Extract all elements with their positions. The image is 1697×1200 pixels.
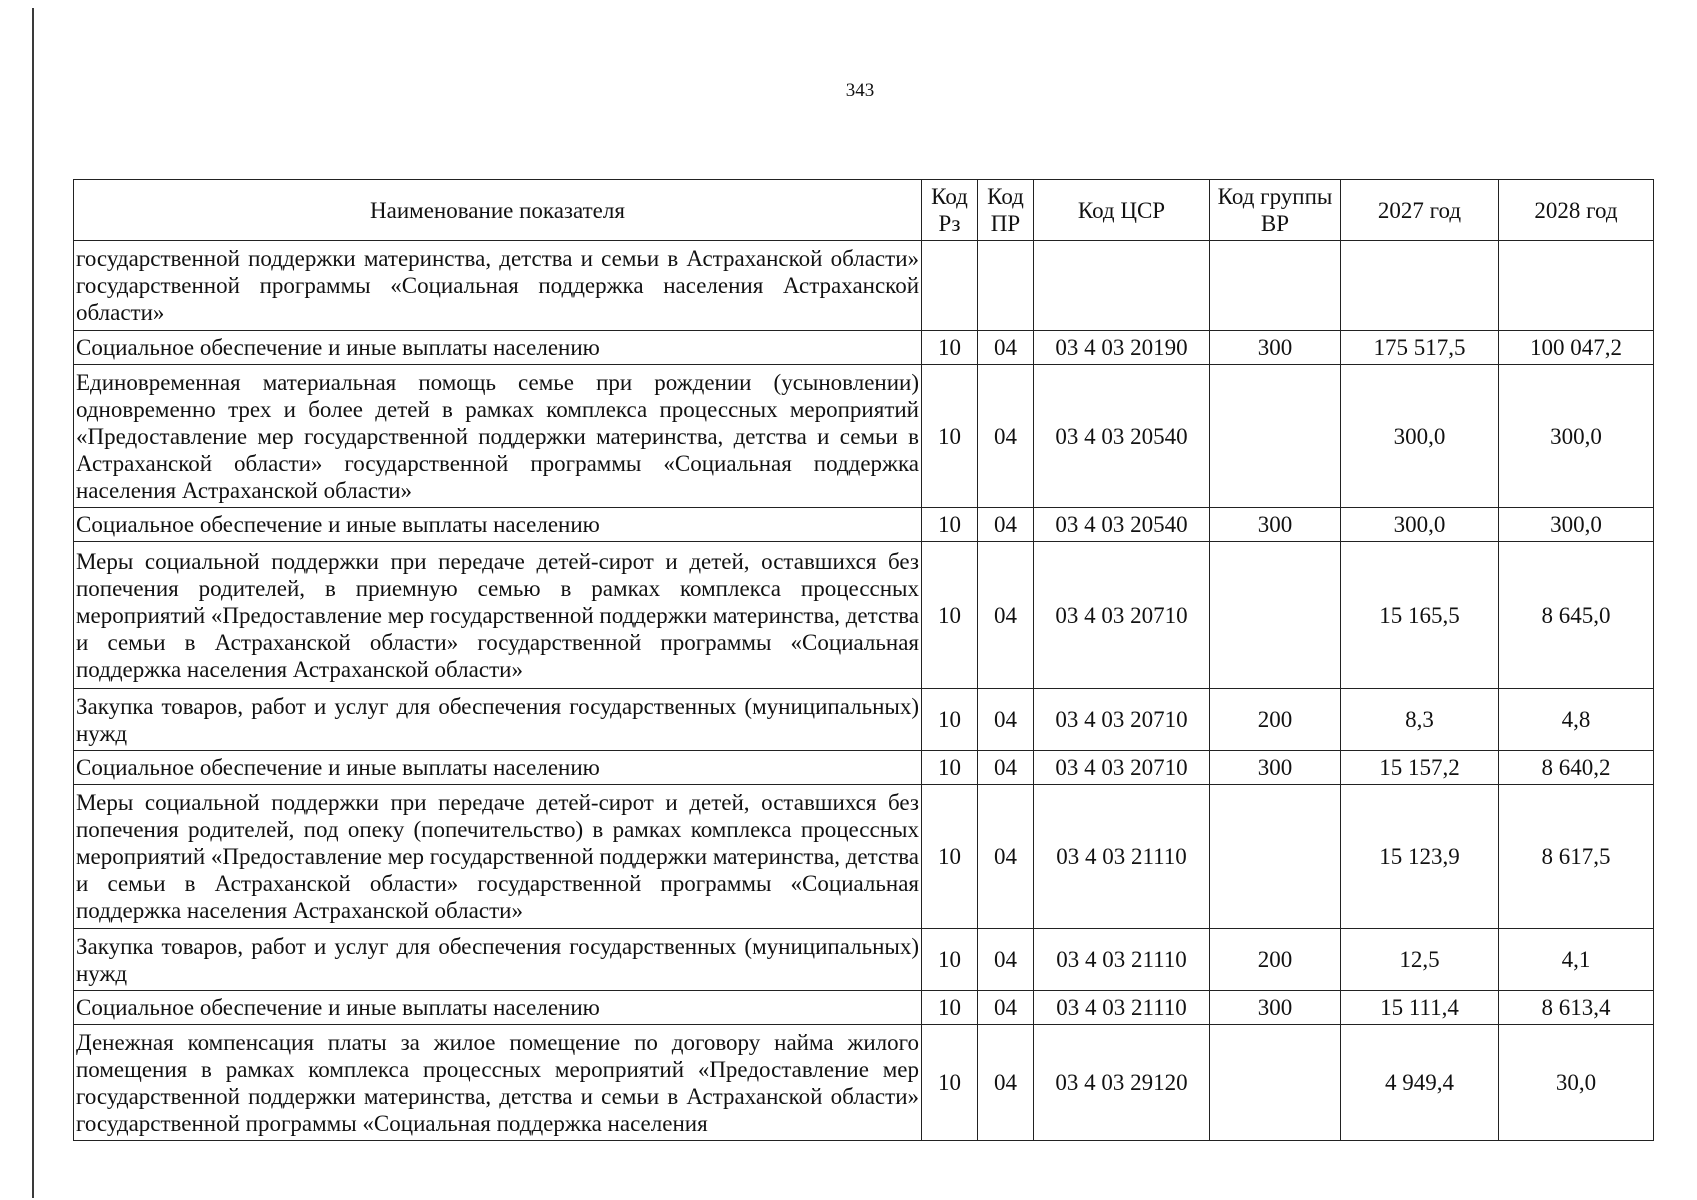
table-row <box>74 331 1654 365</box>
header-csr: Код ЦСР <box>1034 180 1210 241</box>
cell-2027: 15 165,5 <box>1341 542 1499 689</box>
cell-rz: 10 <box>922 751 978 785</box>
cell-rz: 10 <box>922 991 978 1025</box>
cell-csr: 03 4 03 20540 <box>1034 508 1210 542</box>
cell-vr: 300 <box>1210 751 1341 785</box>
cell-name: Закупка товаров, работ и услуг для обеспечения государственных (муниципальных) нужд <box>74 689 922 751</box>
cell-csr: 03 4 03 20710 <box>1034 689 1210 751</box>
table-row <box>74 1025 1654 1141</box>
header-name: Наименование показателя <box>74 180 922 241</box>
cell-rz: 10 <box>922 508 978 542</box>
cell-2028: 100 047,2 <box>1499 331 1654 365</box>
cell-pr: 04 <box>978 929 1034 991</box>
header-2028: 2028 год <box>1499 180 1654 241</box>
cell-csr: 03 4 03 20710 <box>1034 751 1210 785</box>
cell-name: государственной поддержки материнства, детства и семьи в Астраханской области» государственной программы «Социальная поддержка населения Астраханской области» <box>74 241 922 331</box>
header-2027: 2027 год <box>1341 180 1499 241</box>
table-row <box>74 542 1654 689</box>
table-row <box>74 751 1654 785</box>
cell-rz: 10 <box>922 365 978 508</box>
header-rz: Код Рз <box>922 180 978 241</box>
table-row <box>74 508 1654 542</box>
cell-pr: 04 <box>978 331 1034 365</box>
cell-csr <box>1034 241 1210 331</box>
cell-vr: 300 <box>1210 991 1341 1025</box>
cell-2028: 300,0 <box>1499 508 1654 542</box>
scan-edge-line <box>32 8 34 1198</box>
cell-pr: 04 <box>978 751 1034 785</box>
cell-name: Денежная компенсация платы за жилое помещение по договору найма жилого помещения в рамках комплекса процессных мероприятий «Предоставление мер государственной поддержки материнства, детства и семьи в Астраханской области» государственной программы «Социальная поддержка населения <box>74 1025 922 1141</box>
cell-pr <box>978 241 1034 331</box>
table-row <box>74 689 1654 751</box>
cell-2027 <box>1341 241 1499 331</box>
header-pr: Код ПР <box>978 180 1034 241</box>
cell-2028: 8 613,4 <box>1499 991 1654 1025</box>
cell-name: Социальное обеспечение и иные выплаты населению <box>74 331 922 365</box>
cell-pr: 04 <box>978 689 1034 751</box>
cell-name: Закупка товаров, работ и услуг для обеспечения государственных (муниципальных) нужд <box>74 929 922 991</box>
cell-2027: 15 123,9 <box>1341 785 1499 929</box>
cell-2027: 8,3 <box>1341 689 1499 751</box>
cell-2027: 15 157,2 <box>1341 751 1499 785</box>
cell-2027: 15 111,4 <box>1341 991 1499 1025</box>
cell-2028: 4,8 <box>1499 689 1654 751</box>
cell-vr: 200 <box>1210 929 1341 991</box>
table-row <box>74 785 1654 929</box>
cell-pr: 04 <box>978 991 1034 1025</box>
table-row <box>74 991 1654 1025</box>
table-row <box>74 929 1654 991</box>
cell-vr <box>1210 241 1341 331</box>
cell-rz: 10 <box>922 331 978 365</box>
budget-table <box>73 179 1654 1141</box>
cell-2028: 8 617,5 <box>1499 785 1654 929</box>
cell-2028 <box>1499 241 1654 331</box>
cell-name: Единовременная материальная помощь семье при рождении (усыновлении) одновременно трех и более детей в рамках комплекса процессных мероприятий «Предоставление мер государственной поддержки материнства, детства и семьи в Астраханской области» государственной программы «Социальная поддержка населения Астраханской области» <box>74 365 922 508</box>
cell-2028: 8 640,2 <box>1499 751 1654 785</box>
cell-rz: 10 <box>922 1025 978 1141</box>
cell-csr: 03 4 03 21110 <box>1034 929 1210 991</box>
cell-rz: 10 <box>922 785 978 929</box>
cell-rz: 10 <box>922 929 978 991</box>
cell-name: Социальное обеспечение и иные выплаты населению <box>74 508 922 542</box>
cell-csr: 03 4 03 21110 <box>1034 991 1210 1025</box>
cell-2027: 300,0 <box>1341 508 1499 542</box>
cell-csr: 03 4 03 21110 <box>1034 785 1210 929</box>
cell-pr: 04 <box>978 1025 1034 1141</box>
cell-rz: 10 <box>922 542 978 689</box>
cell-vr <box>1210 785 1341 929</box>
table-header-row <box>74 180 1654 241</box>
cell-2028: 8 645,0 <box>1499 542 1654 689</box>
cell-name: Социальное обеспечение и иные выплаты населению <box>74 751 922 785</box>
cell-2027: 175 517,5 <box>1341 331 1499 365</box>
cell-vr: 300 <box>1210 331 1341 365</box>
table-row <box>74 365 1654 508</box>
cell-2027: 300,0 <box>1341 365 1499 508</box>
cell-vr <box>1210 542 1341 689</box>
cell-2027: 12,5 <box>1341 929 1499 991</box>
cell-vr: 200 <box>1210 689 1341 751</box>
cell-vr: 300 <box>1210 508 1341 542</box>
cell-csr: 03 4 03 20710 <box>1034 542 1210 689</box>
cell-pr: 04 <box>978 785 1034 929</box>
cell-csr: 03 4 03 20540 <box>1034 365 1210 508</box>
cell-2028: 4,1 <box>1499 929 1654 991</box>
cell-name: Меры социальной поддержки при передаче детей-сирот и детей, оставшихся без попечения родителей, в приемную семью в рамках комплекса процессных мероприятий «Предоставление мер государственной поддержки материнства, детства и семьи в Астраханской области» государственной программы «Социальная поддержка населения Астраханской области» <box>74 542 922 689</box>
cell-vr <box>1210 365 1341 508</box>
table-row <box>74 241 1654 331</box>
cell-rz <box>922 241 978 331</box>
cell-2028: 30,0 <box>1499 1025 1654 1141</box>
cell-name: Социальное обеспечение и иные выплаты населению <box>74 991 922 1025</box>
cell-csr: 03 4 03 20190 <box>1034 331 1210 365</box>
cell-rz: 10 <box>922 689 978 751</box>
page-number: 343 <box>845 80 875 101</box>
cell-csr: 03 4 03 29120 <box>1034 1025 1210 1141</box>
cell-vr <box>1210 1025 1341 1141</box>
cell-pr: 04 <box>978 365 1034 508</box>
cell-pr: 04 <box>978 508 1034 542</box>
cell-pr: 04 <box>978 542 1034 689</box>
cell-name: Меры социальной поддержки при передаче детей-сирот и детей, оставшихся без попечения родителей, под опеку (попечительство) в рамках комплекса процессных мероприятий «Предоставление мер государственной поддержки материнства, детства и семьи в Астраханской области» государственной программы «Социальная поддержка населения Астраханской области» <box>74 785 922 929</box>
header-vr: Код группы ВР <box>1210 180 1341 241</box>
cell-2028: 300,0 <box>1499 365 1654 508</box>
cell-2027: 4 949,4 <box>1341 1025 1499 1141</box>
